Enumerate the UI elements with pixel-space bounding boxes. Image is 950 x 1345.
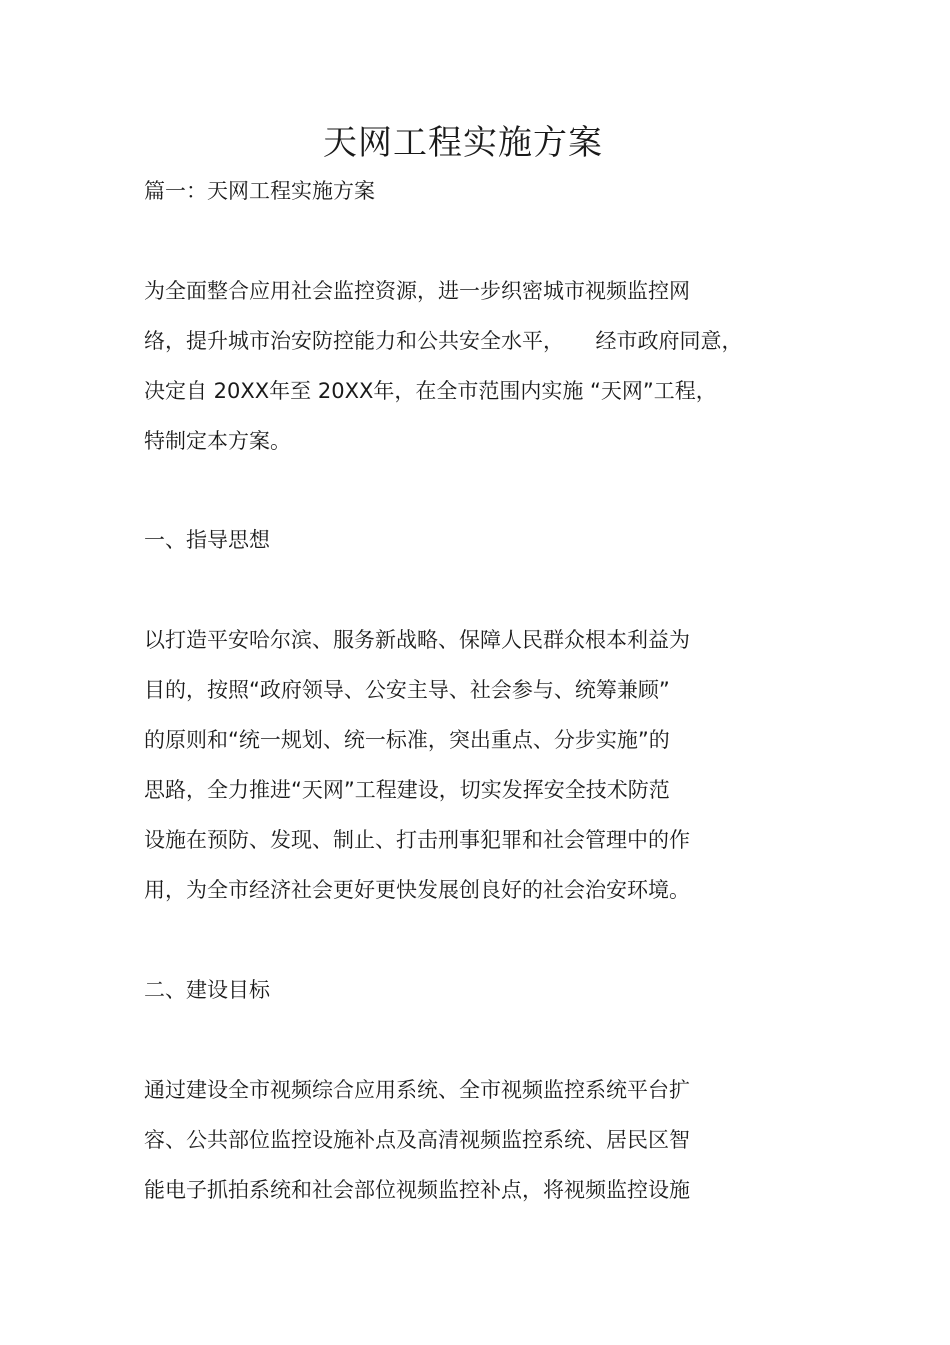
paragraph-line: 能电子抓拍系统和社会部位视频监控补点，将视频监控设施 (144, 1178, 690, 1202)
section-heading-construction-goals: 二、建设目标 (144, 978, 270, 1002)
intro-line: 决定自 20XX年至 20XX年，在全市范围内实施 “天网”工程， (144, 379, 717, 403)
paragraph-line: 设施在预防、发现、制止、打击刑事犯罪和社会管理中的作 (144, 828, 690, 852)
intro-line: 为全面整合应用社会监控资源，进一步织密城市视频监控网 (144, 279, 690, 303)
document-title: 天网工程实施方案 (323, 123, 603, 163)
document-subtitle: 篇一：天网工程实施方案 (144, 179, 375, 203)
paragraph-line: 以打造平安哈尔滨、服务新战略、保障人民群众根本利益为 (144, 628, 690, 652)
intro-line: 络，提升城市治安防控能力和公共安全水平， 经市政府同意， (144, 329, 743, 353)
paragraph-line: 的原则和“统一规划、统一标准，突出重点、分步实施”的 (144, 728, 670, 752)
paragraph-line: 思路，全力推进“天网”工程建设，切实发挥安全技术防范 (144, 778, 670, 802)
paragraph-line: 通过建设全市视频综合应用系统、全市视频监控系统平台扩 (144, 1078, 690, 1102)
paragraph-line: 目的，按照“政府领导、公安主导、社会参与、统筹兼顾” (144, 678, 670, 702)
intro-line: 特制定本方案。 (144, 429, 291, 453)
paragraph-line: 容、公共部位监控设施补点及高清视频监控系统、居民区智 (144, 1128, 690, 1152)
paragraph-line: 用，为全市经济社会更好更快发展创良好的社会治安环境。 (144, 878, 690, 902)
section-heading-guiding-ideology: 一、指导思想 (144, 528, 270, 552)
